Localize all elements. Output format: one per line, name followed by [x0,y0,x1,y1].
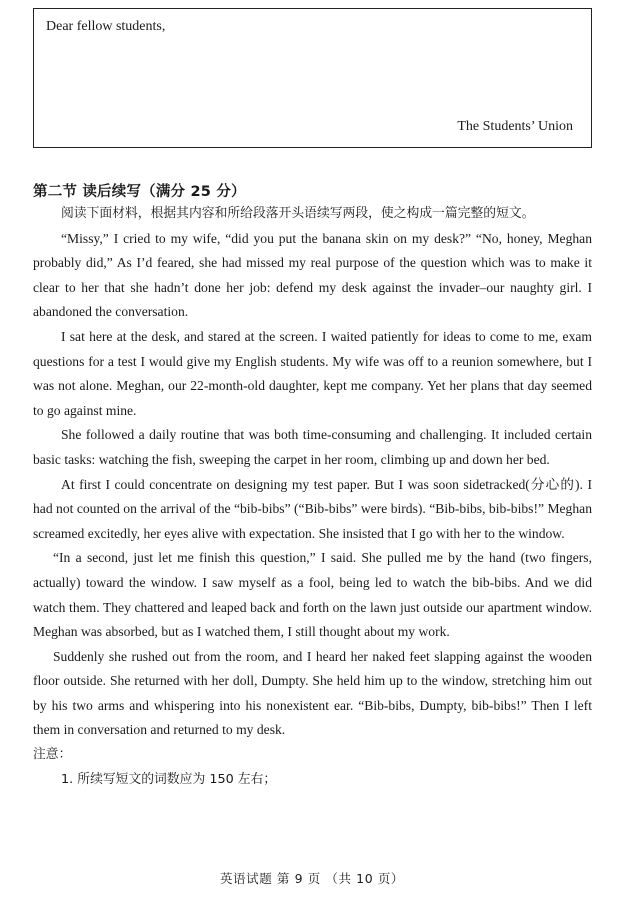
page-footer: 英语试题 第 9 页 （共 10 页） [219,871,405,886]
letter-writing-box [33,8,592,148]
letter-greeting: Dear fellow students, [46,19,166,34]
section-instruction: 阅读下面材料，根据其内容和所给段落开头语续写两段，使之构成一篇完整的短文。 [61,206,535,221]
story-paragraph-1: “Missy,” I cried to my wife, “did you put the banana skin on my desk?” “No, honey, Meghan probably did,” As I’d feared, she had missed my real purpose of the question which was to make it clear to her that she hadn’t done her job: defend my desk against the invader–our naughty girl. I abandoned the conversation. [33,230,592,320]
section-title: 第二节 读后续写（满分 25 分） [33,184,246,200]
letter-signature: The Students’ Union [457,119,573,134]
note-item-1: 1. 所续写短文的词数应为 150 左右； [61,771,277,787]
story-paragraph-2: I sat here at the desk, and stared at the screen. I waited patiently for ideas to come to me, exam questions for a test I would give my English students. My wife was off to a reunion somewhere, but I was not alone. Meghan, our 22-month-old daughter, kept me company. Yet her plans that day seemed to go against mine. [33,328,592,418]
story-paragraph-4: At first I could concentrate on designing my test paper. But I was soon sidetracked(分心的). I had not counted on the arrival of the “bib-bibs” (“Bib-bibs” were birds). “Bib-bibs, bib-bibs!” Meghan screamed excitedly, her eyes alive with expectation. She insisted that I go with her to the window. [33,476,592,541]
story-paragraph-5: “In a second, just let me finish this question,” I said. She pulled me by the hand (two fingers, actually) toward the window. I saw myself as a fool, being led to watch the bib-bibs. And we did watch them. They chattered and leaped back and forth on the lawn just outside our apartment window. Meghan was absorbed, but as I watched them, I still thought about my work. [33,550,592,640]
notes-label: 注意： [33,747,72,763]
story-paragraph-6: Suddenly she rushed out from the room, and I heard her naked feet slapping against the wooden floor outside. She returned with her doll, Dumpty. She held him up to the window, stretching him out by his two arms and whispering into his nonexistent ear. “Bib-bibs, Dumpty, bib-bibs!” Then I left them in conversation and returned to my desk. [33,648,592,738]
reading-passage [33,202,592,792]
story-paragraph-3: She followed a daily routine that was both time-consuming and challenging. It included certain basic tasks: watching the fish, sweeping the carpet in her room, climbing up and down her bed. [33,427,592,467]
